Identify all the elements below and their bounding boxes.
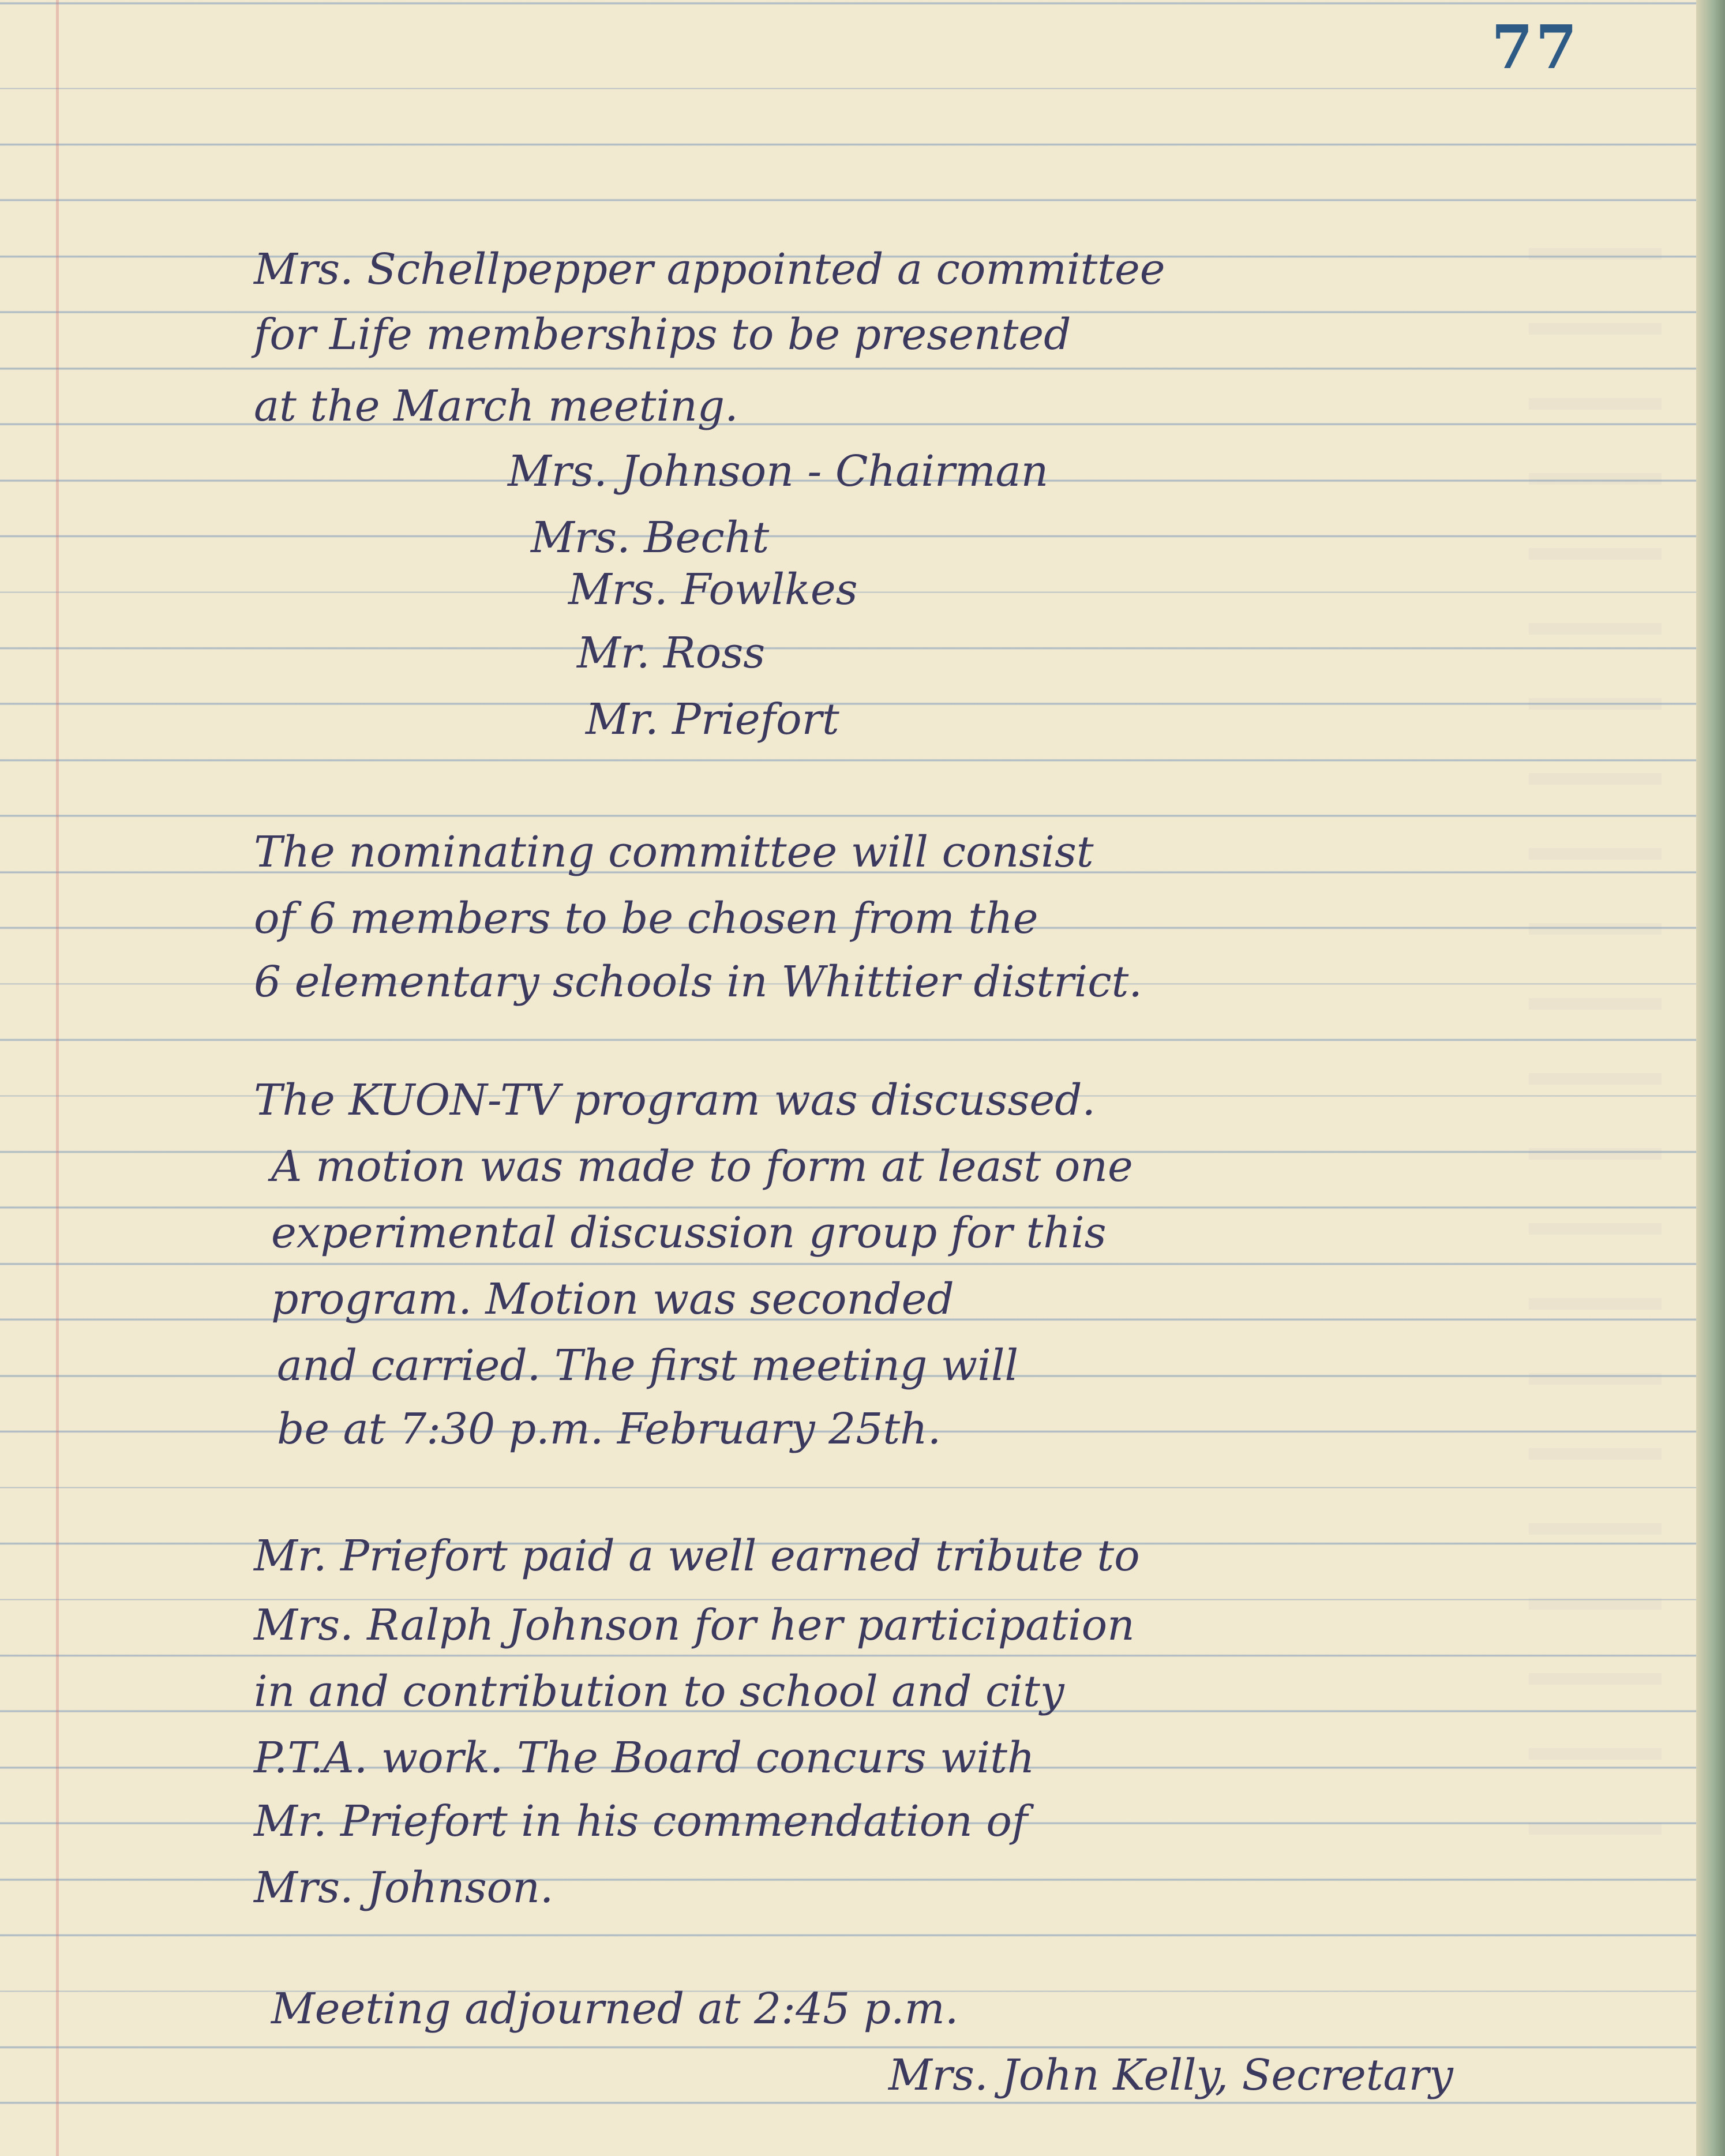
paragraph-4-line-2: Mrs. Ralph Johnson for her participation	[254, 1600, 1135, 1650]
paragraph-4-line-3: in and contribution to school and city	[254, 1667, 1064, 1716]
paragraph-4-line-6: Mrs. Johnson.	[254, 1863, 554, 1913]
paragraph-2-line-2: of 6 members to be chosen from the	[254, 894, 1038, 943]
bleed-through-area	[1529, 185, 1662, 1858]
paragraph-4-line-1: Mr. Priefort paid a well earned tribute to	[254, 1531, 1140, 1581]
committee-member-5: Mr. Priefort	[586, 695, 839, 744]
paragraph-3-line-2: A motion was made to form at least one	[271, 1142, 1133, 1191]
paragraph-3-line-3: experimental discussion group for this	[271, 1208, 1107, 1258]
paragraph-1-line-1: Mrs. Schellpepper appointed a committee	[254, 245, 1165, 294]
paragraph-2-line-3: 6 elementary schools in Whittier district.	[254, 957, 1142, 1007]
page-number: 77	[1491, 12, 1580, 83]
margin-line	[56, 0, 59, 2156]
binding-edge	[1696, 0, 1725, 2156]
paragraph-1-line-3: at the March meeting.	[254, 381, 738, 431]
paragraph-1-line-2: for Life memberships to be presented	[254, 310, 1071, 359]
paragraph-3-line-1: The KUON-TV program was discussed.	[254, 1075, 1096, 1125]
committee-member-4: Mr. Ross	[577, 628, 766, 678]
paragraph-2-line-1: The nominating committee will consist	[254, 827, 1094, 877]
committee-member-2: Mrs. Becht	[531, 513, 770, 563]
adjournment-line: Meeting adjourned at 2:45 p.m.	[271, 1984, 959, 2034]
paragraph-4-line-5: Mr. Priefort in his commendation of	[254, 1797, 1028, 1846]
committee-member-1: Mrs. Johnson - Chairman	[508, 447, 1049, 496]
paragraph-3-line-5: and carried. The first meeting will	[277, 1341, 1019, 1390]
paragraph-4-line-4: P.T.A. work. The Board concurs with	[254, 1733, 1035, 1783]
committee-member-3: Mrs. Fowlkes	[568, 565, 858, 614]
paragraph-3-line-6: be at 7:30 p.m. February 25th.	[277, 1404, 942, 1454]
paragraph-3-line-4: program. Motion was seconded	[271, 1274, 954, 1324]
secretary-signature: Mrs. John Kelly, Secretary	[888, 2050, 1453, 2100]
